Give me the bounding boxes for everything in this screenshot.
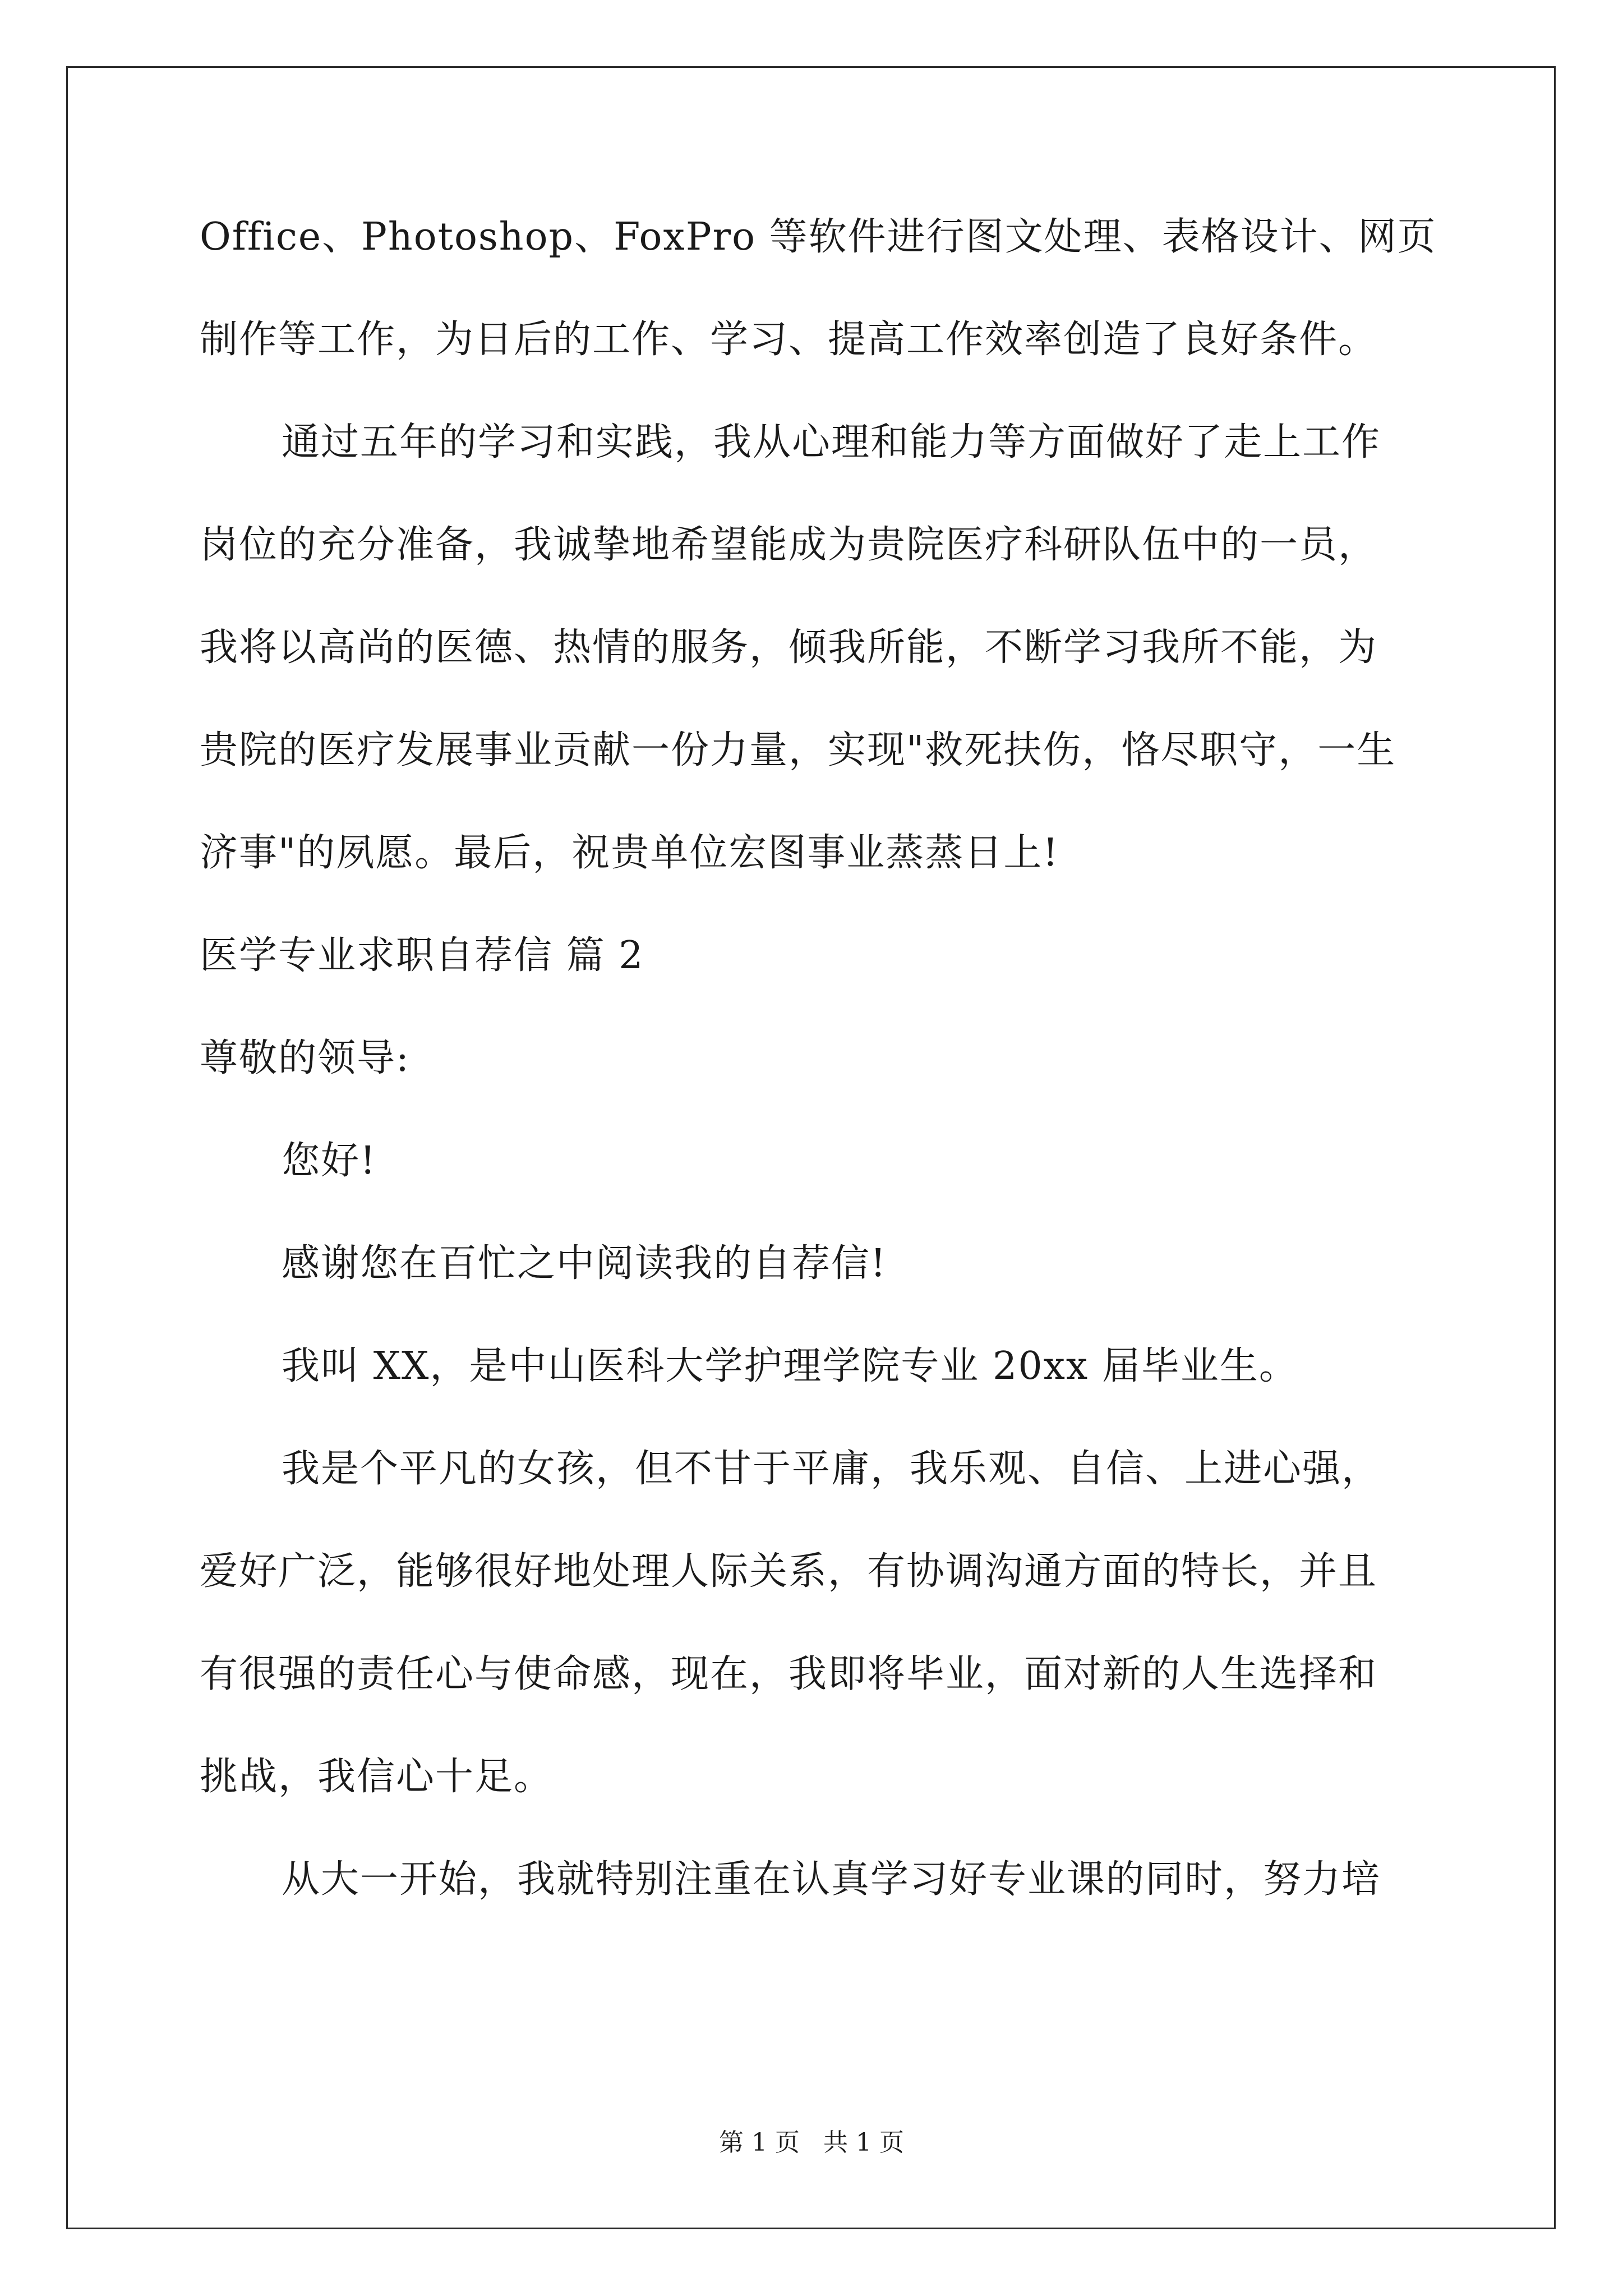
text-line: 贵院的医疗发展事业贡献一份力量，实现"救死扶伤，恪尽职守，一生 xyxy=(200,728,1396,772)
text-line: 爱好广泛，能够很好地处理人际关系，有协调沟通方面的特长，并且 xyxy=(200,1549,1378,1594)
text-line: 制作等工作，为日后的工作、学习、提高工作效率创造了良好条件。 xyxy=(200,318,1378,362)
paragraph-start: 通过五年的学习和实践，我从心理和能力等方面做好了走上工作 xyxy=(282,420,1381,464)
text-line: 挑战，我信心十足。 xyxy=(200,1755,554,1799)
text-line: 岗位的充分准备，我诚挚地希望能成为贵院医疗科研队伍中的一员， xyxy=(200,523,1378,567)
paragraph-start: 我是个平凡的女孩，但不甘于平庸，我乐观、自信、上进心强， xyxy=(282,1447,1381,1491)
greeting: 您好! xyxy=(282,1139,377,1183)
paragraph-start: 我叫 XX，是中山医科大学护理学院专业 20xx 届毕业生。 xyxy=(282,1344,1298,1388)
text-line: 济事"的夙愿。最后，祝贵单位宏图事业蒸蒸日上! xyxy=(200,831,1059,875)
text-line: Office、Photoshop、FoxPro 等软件进行图文处理、表格设计、网页 xyxy=(200,215,1437,259)
paragraph-start: 从大一开始，我就特别注重在认真学习好专业课的同时，努力培 xyxy=(282,1857,1381,1902)
paragraph-start: 感谢您在百忙之中阅读我的自荐信! xyxy=(282,1241,887,1286)
text-line: 有很强的责任心与使命感，现在，我即将毕业，面对新的人生选择和 xyxy=(200,1652,1378,1696)
page-footer: 第 1 页 共 1 页 xyxy=(719,2128,904,2157)
text-line: 我将以高尚的医德、热情的服务，倾我所能，不断学习我所不能，为 xyxy=(200,625,1378,670)
salutation: 尊敬的领导: xyxy=(200,1036,410,1080)
section-heading: 医学专业求职自荐信 篇 2 xyxy=(200,933,644,978)
